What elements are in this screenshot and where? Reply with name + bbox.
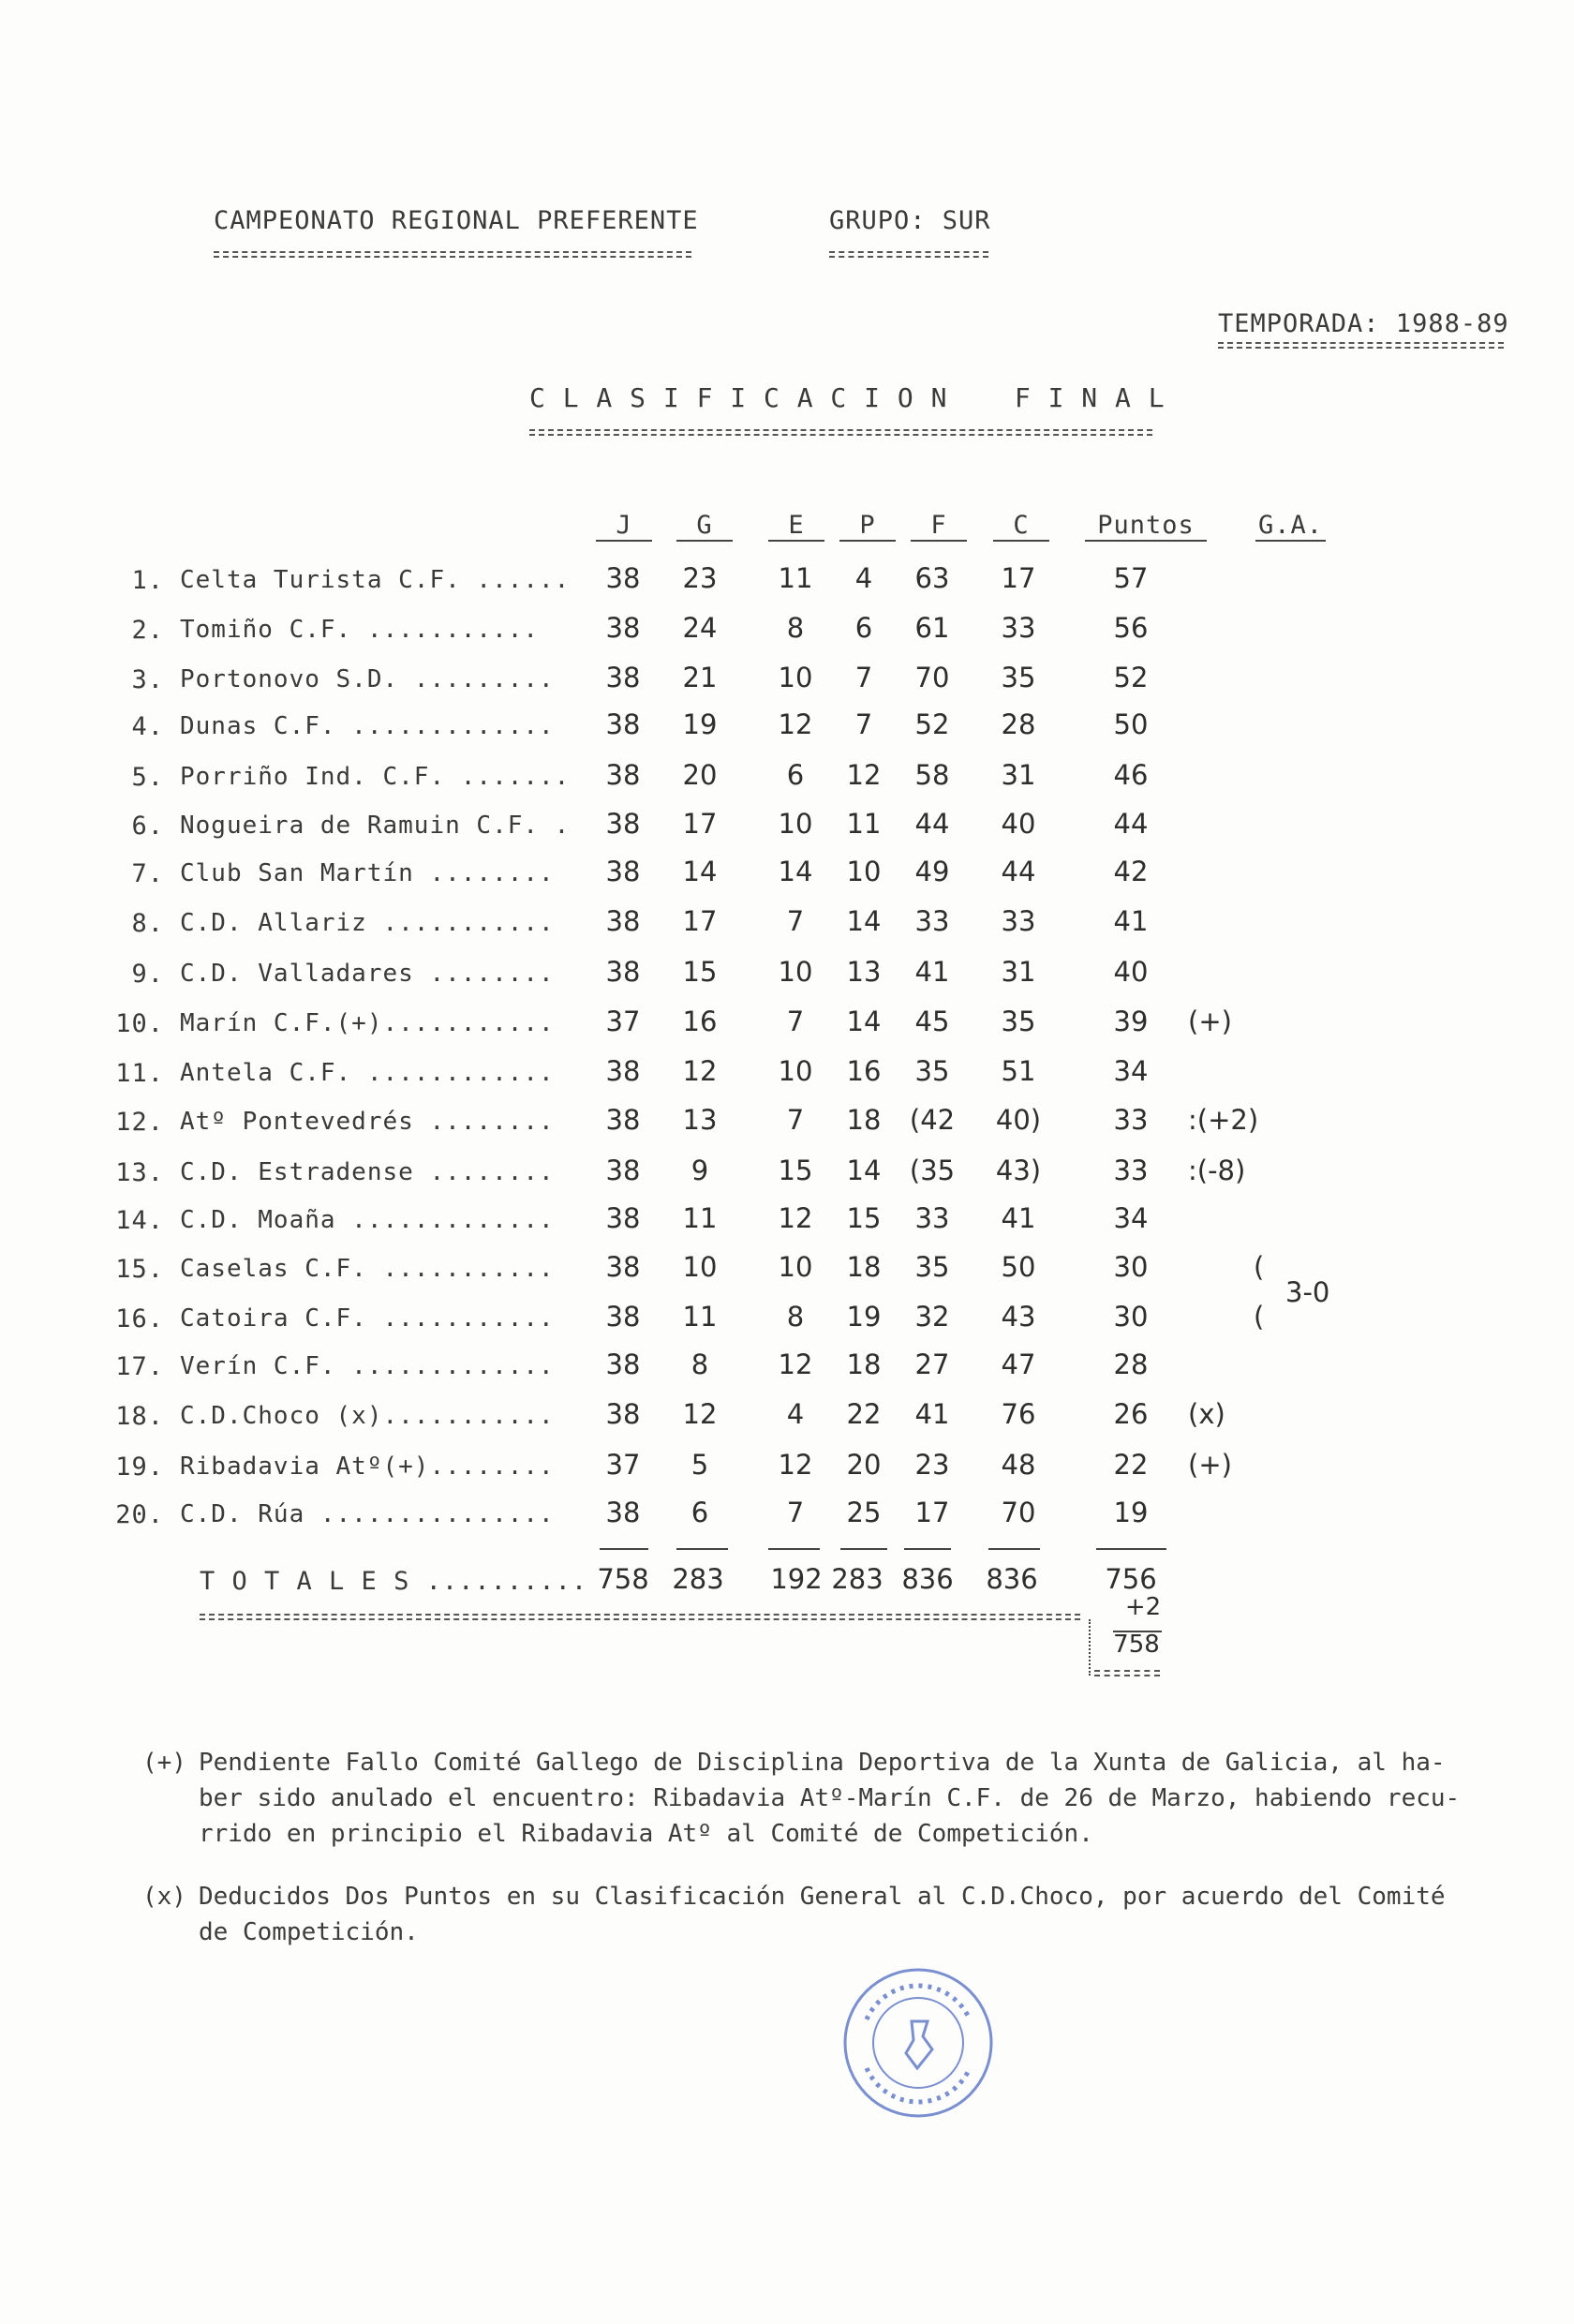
- standing-p: 12: [846, 759, 882, 791]
- total-p: 283: [831, 1563, 884, 1595]
- standing-f: 35: [914, 1055, 950, 1087]
- standing-f: 63: [914, 562, 950, 594]
- standing-team-name: C.D. Estradense ........: [180, 1158, 555, 1186]
- standing-pts: 40: [1113, 956, 1149, 988]
- standing-f: (35: [909, 1155, 956, 1186]
- standing-f: 61: [914, 612, 950, 644]
- group-underline: [829, 251, 988, 253]
- standing-c: 48: [1001, 1449, 1036, 1481]
- standing-team-name: Marín C.F.(+)...........: [180, 1009, 555, 1037]
- season-underline: [1218, 342, 1504, 344]
- standing-f: (42: [909, 1104, 956, 1136]
- standing-g: 15: [682, 956, 718, 988]
- standing-g: 5: [690, 1449, 709, 1481]
- standing-p: 18: [846, 1104, 882, 1136]
- standing-g: 12: [682, 1398, 718, 1430]
- standing-team-name: C.D.Choco (x)...........: [180, 1402, 555, 1430]
- standing-e: 7: [786, 1006, 805, 1037]
- standing-note: :(-8): [1188, 1155, 1246, 1186]
- standing-f: 17: [914, 1497, 950, 1528]
- standing-e: 10: [778, 1251, 813, 1283]
- total-c: 836: [986, 1563, 1038, 1595]
- standing-pts: 57: [1113, 562, 1149, 594]
- standing-position: 6.: [131, 812, 164, 841]
- standing-f: 49: [914, 856, 950, 887]
- standing-p: 16: [846, 1055, 882, 1087]
- standing-f: 52: [914, 708, 950, 740]
- footnote-plus-line-2: ber sido anulado el encuentro: Ribadavia Atº-Marín C.F. de 26 de Marzo, habiendo recu-: [199, 1784, 1461, 1812]
- standing-g: 6: [690, 1497, 709, 1528]
- standing-position: 5.: [131, 763, 164, 792]
- standing-c: 47: [1001, 1348, 1036, 1380]
- standing-position: 11.: [115, 1059, 164, 1088]
- standing-j: 38: [605, 1348, 641, 1380]
- standing-f: 35: [914, 1251, 950, 1283]
- standing-g: 8: [690, 1348, 709, 1380]
- standing-pts: 46: [1113, 759, 1149, 791]
- standing-j: 38: [605, 1155, 641, 1186]
- standing-e: 8: [786, 612, 805, 644]
- standing-pts: 39: [1113, 1006, 1149, 1037]
- standing-e: 6: [786, 759, 805, 791]
- standing-position: 7.: [131, 859, 164, 888]
- standing-c: 50: [1001, 1251, 1036, 1283]
- standing-p: 6: [854, 612, 873, 644]
- standing-c: 33: [1001, 905, 1036, 937]
- standing-position: 1.: [131, 566, 164, 595]
- standing-note: (: [1254, 1251, 1265, 1283]
- total-f: 836: [901, 1563, 954, 1595]
- standing-note: (+): [1188, 1449, 1232, 1481]
- standing-f: 70: [914, 662, 950, 693]
- total-rule-g: [676, 1548, 728, 1550]
- standing-c: 41: [1001, 1202, 1036, 1234]
- standing-p: 14: [846, 1006, 882, 1037]
- footnote-plus-mark: (+): [142, 1749, 186, 1777]
- standing-p: 14: [846, 905, 882, 937]
- championship-title: CAMPEONATO REGIONAL PREFERENTE: [214, 206, 699, 235]
- standing-g: 14: [682, 856, 718, 887]
- standing-c: 31: [1001, 759, 1036, 791]
- standing-g: 9: [690, 1155, 709, 1186]
- standing-p: 15: [846, 1202, 882, 1234]
- standing-pts: 33: [1113, 1104, 1149, 1136]
- col-g: G: [676, 511, 733, 542]
- standing-j: 38: [605, 1497, 641, 1528]
- standing-j: 38: [605, 905, 641, 937]
- standing-f: 41: [914, 1398, 950, 1430]
- stamp-lettering-bottom: [867, 2068, 970, 2102]
- title-underline: [529, 429, 1152, 431]
- standing-f: 27: [914, 1348, 950, 1380]
- standing-p: 22: [846, 1398, 882, 1430]
- total-rule-pts: [1096, 1548, 1166, 1550]
- standing-position: 2.: [131, 616, 164, 645]
- standing-j: 38: [605, 1104, 641, 1136]
- standing-p: 11: [846, 808, 882, 840]
- standing-c: 35: [1001, 1006, 1036, 1037]
- standing-pts: 22: [1113, 1449, 1149, 1481]
- standing-f: 44: [914, 808, 950, 840]
- standing-j: 37: [605, 1006, 641, 1037]
- standing-team-name: Caselas C.F. ...........: [180, 1255, 555, 1283]
- standing-team-name: Catoira C.F. ...........: [180, 1304, 555, 1333]
- standing-c: 51: [1001, 1055, 1036, 1087]
- goal-average-note: 3-0: [1285, 1276, 1330, 1308]
- standing-p: 10: [846, 856, 882, 887]
- standing-e: 10: [778, 956, 813, 988]
- standing-pts: 28: [1113, 1348, 1149, 1380]
- standing-g: 11: [682, 1301, 718, 1333]
- standing-e: 10: [778, 1055, 813, 1087]
- standing-g: 16: [682, 1006, 718, 1037]
- standing-e: 7: [786, 1497, 805, 1528]
- footnote-x-line-2: de Competición.: [199, 1918, 419, 1946]
- standing-j: 38: [605, 1055, 641, 1087]
- standing-team-name: Ribadavia Atº(+)........: [180, 1452, 555, 1481]
- standing-j: 38: [605, 759, 641, 791]
- standing-team-name: Tomiño C.F. ...........: [180, 616, 540, 644]
- standing-c: 33: [1001, 612, 1036, 644]
- standing-position: 10.: [115, 1009, 164, 1038]
- total-j: 758: [597, 1563, 649, 1595]
- standing-g: 10: [682, 1251, 718, 1283]
- championship-underline: [214, 251, 691, 253]
- standing-p: 25: [846, 1497, 882, 1528]
- standing-j: 38: [605, 1301, 641, 1333]
- standing-team-name: Celta Turista C.F. ......: [180, 566, 571, 594]
- standing-position: 19.: [115, 1452, 164, 1482]
- stamp-inner-ring: [873, 1998, 963, 2088]
- report-title: C L A S I F I C A C I O N F I N A L: [529, 382, 1166, 413]
- col-j: J: [596, 511, 652, 542]
- standing-position: 20.: [115, 1500, 164, 1529]
- totals-label: T O T A L E S ..........: [200, 1567, 588, 1596]
- standing-p: 4: [854, 562, 873, 594]
- standing-c: 70: [1001, 1497, 1036, 1528]
- standing-e: 10: [778, 808, 813, 840]
- standing-c: 43): [995, 1155, 1042, 1186]
- standing-g: 23: [682, 562, 718, 594]
- standing-j: 38: [605, 956, 641, 988]
- total-rule-p: [840, 1548, 887, 1550]
- standing-pts: 34: [1113, 1202, 1149, 1234]
- standing-e: 14: [778, 856, 813, 887]
- total-rule-j: [600, 1548, 648, 1550]
- standing-g: 21: [682, 662, 718, 693]
- standing-pts: 34: [1113, 1055, 1149, 1087]
- standing-team-name: Club San Martín ........: [180, 859, 555, 887]
- standing-e: 12: [778, 708, 813, 740]
- standing-j: 38: [605, 708, 641, 740]
- standing-pts: 33: [1113, 1155, 1149, 1186]
- footnote-x-mark: (x): [142, 1883, 186, 1911]
- standing-g: 11: [682, 1202, 718, 1234]
- total-e: 192: [770, 1563, 823, 1595]
- standing-position: 3.: [131, 665, 164, 694]
- standing-g: 24: [682, 612, 718, 644]
- standing-c: 17: [1001, 562, 1036, 594]
- standing-f: 45: [914, 1006, 950, 1037]
- standing-c: 43: [1001, 1301, 1036, 1333]
- col-points: Puntos: [1085, 511, 1207, 542]
- total-rule-e: [768, 1548, 820, 1550]
- standing-c: 31: [1001, 956, 1036, 988]
- total-rule-c: [988, 1548, 1040, 1550]
- standing-g: 17: [682, 905, 718, 937]
- standing-e: 7: [786, 905, 805, 937]
- col-e: E: [768, 511, 824, 542]
- standing-team-name: Portonovo S.D. .........: [180, 665, 555, 693]
- standing-team-name: C.D. Valladares ........: [180, 960, 555, 988]
- standing-e: 8: [786, 1301, 805, 1333]
- totals-double-rule: [200, 1614, 1080, 1616]
- standing-e: 11: [778, 562, 813, 594]
- standing-team-name: C.D. Allariz ...........: [180, 909, 555, 937]
- standing-c: 28: [1001, 708, 1036, 740]
- standing-p: 20: [846, 1449, 882, 1481]
- standing-pts: 30: [1113, 1301, 1149, 1333]
- footnote-plus-line-3: rrido en principio el Ribadavia Atº al Comité de Competición.: [199, 1820, 1093, 1848]
- standing-team-name: Porriño Ind. C.F. .......: [180, 763, 571, 791]
- standing-f: 58: [914, 759, 950, 791]
- points-final-total: 758: [1113, 1631, 1160, 1659]
- footnote-plus-line-1: Pendiente Fallo Comité Gallego de Disciplina Deportiva de la Xunta de Galicia, al ha-: [199, 1749, 1446, 1777]
- standing-c: 44: [1001, 856, 1036, 887]
- col-c: C: [993, 511, 1049, 542]
- total-rule-f: [904, 1548, 951, 1550]
- standing-position: 12.: [115, 1108, 164, 1137]
- col-p: P: [839, 511, 896, 542]
- standing-e: 12: [778, 1202, 813, 1234]
- standing-team-name: Verín C.F. .............: [180, 1352, 555, 1380]
- standing-e: 12: [778, 1449, 813, 1481]
- col-f: F: [911, 511, 967, 542]
- standing-g: 20: [682, 759, 718, 791]
- bracket-mark: [1089, 1619, 1092, 1676]
- federation-stamp: [839, 1963, 998, 2123]
- standing-p: 13: [846, 956, 882, 988]
- standing-p: 7: [854, 708, 873, 740]
- standing-pts: 56: [1113, 612, 1149, 644]
- group-label: GRUPO: SUR: [829, 206, 991, 235]
- standing-position: 14.: [115, 1206, 164, 1235]
- standing-j: 38: [605, 1251, 641, 1283]
- standing-pts: 50: [1113, 708, 1149, 740]
- standing-team-name: Atº Pontevedrés ........: [180, 1108, 555, 1136]
- standing-position: 8.: [131, 909, 164, 938]
- standing-f: 32: [914, 1301, 950, 1333]
- col-goal-average: G.A.: [1255, 511, 1326, 542]
- standing-p: 18: [846, 1348, 882, 1380]
- points-adjustment: +2: [1124, 1593, 1162, 1621]
- standing-j: 38: [605, 808, 641, 840]
- standing-note: (: [1254, 1301, 1265, 1333]
- total-points: 756: [1105, 1563, 1157, 1595]
- standing-pts: 41: [1113, 905, 1149, 937]
- standing-c: 40: [1001, 808, 1036, 840]
- standing-pts: 26: [1113, 1398, 1149, 1430]
- standing-e: 12: [778, 1348, 813, 1380]
- standing-j: 38: [605, 562, 641, 594]
- standing-pts: 44: [1113, 808, 1149, 840]
- standing-position: 4.: [131, 712, 164, 741]
- standing-g: 19: [682, 708, 718, 740]
- standing-position: 15.: [115, 1255, 164, 1284]
- standing-pts: 19: [1113, 1497, 1149, 1528]
- standing-team-name: C.D. Moaña .............: [180, 1206, 555, 1234]
- standing-e: 15: [778, 1155, 813, 1186]
- season-label: TEMPORADA: 1988-89: [1218, 309, 1509, 338]
- standing-j: 37: [605, 1449, 641, 1481]
- standing-g: 13: [682, 1104, 718, 1136]
- standing-e: 4: [786, 1398, 805, 1430]
- standing-g: 12: [682, 1055, 718, 1087]
- standing-f: 23: [914, 1449, 950, 1481]
- standing-p: 18: [846, 1251, 882, 1283]
- standing-position: 17.: [115, 1352, 164, 1381]
- standing-team-name: Nogueira de Ramuin C.F. .: [180, 812, 571, 840]
- standing-e: 10: [778, 662, 813, 693]
- standing-e: 7: [786, 1104, 805, 1136]
- standing-j: 38: [605, 856, 641, 887]
- standing-g: 17: [682, 808, 718, 840]
- footnote-x-line-1: Deducidos Dos Puntos en su Clasificación General al C.D.Choco, por acuerdo del Comité: [199, 1883, 1446, 1911]
- standing-pts: 30: [1113, 1251, 1149, 1283]
- standing-note: :(+2): [1188, 1104, 1259, 1136]
- total-g: 283: [672, 1563, 724, 1595]
- standing-team-name: C.D. Rúa ...............: [180, 1500, 555, 1528]
- standing-position: 18.: [115, 1402, 164, 1431]
- standing-j: 38: [605, 662, 641, 693]
- stamp-outer-ring: [845, 1970, 991, 2116]
- standing-p: 7: [854, 662, 873, 693]
- standing-j: 38: [605, 612, 641, 644]
- standing-f: 33: [914, 1202, 950, 1234]
- standing-team-name: Antela C.F. ............: [180, 1059, 555, 1087]
- standing-team-name: Dunas C.F. .............: [180, 712, 555, 740]
- standing-p: 19: [846, 1301, 882, 1333]
- standing-position: 13.: [115, 1158, 164, 1187]
- standing-j: 38: [605, 1202, 641, 1234]
- standing-c: 76: [1001, 1398, 1036, 1430]
- standing-c: 40): [995, 1104, 1042, 1136]
- stamp-emblem: [906, 2021, 932, 2068]
- final-total-rule: [1094, 1670, 1160, 1672]
- standing-position: 9.: [131, 960, 164, 989]
- standing-position: 16.: [115, 1304, 164, 1333]
- standing-p: 14: [846, 1155, 882, 1186]
- standing-f: 33: [914, 905, 950, 937]
- stamp-lettering-top: [867, 1986, 970, 2019]
- standing-j: 38: [605, 1398, 641, 1430]
- standing-note: (+): [1188, 1006, 1232, 1037]
- standing-f: 41: [914, 956, 950, 988]
- standing-note: (x): [1188, 1398, 1225, 1430]
- standing-pts: 42: [1113, 856, 1149, 887]
- standing-c: 35: [1001, 662, 1036, 693]
- standing-pts: 52: [1113, 662, 1149, 693]
